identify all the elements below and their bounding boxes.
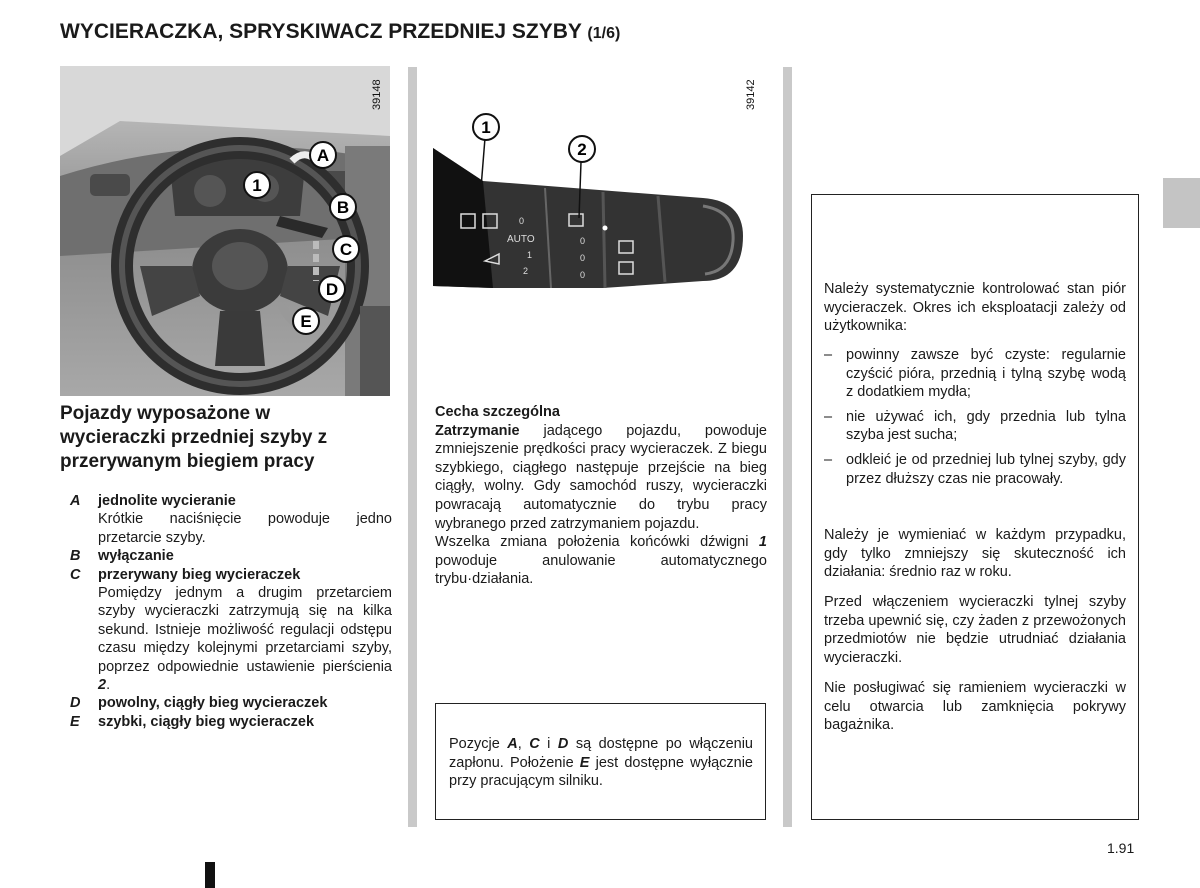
maintenance-p2: Należy je wymieniać w każdym przypadku, gdy tylko zmniejszy się skuteczność ich działania: średnio raz w roku. xyxy=(824,527,1126,581)
figure-code: 39148 xyxy=(371,79,383,110)
svg-text:1: 1 xyxy=(252,176,262,195)
svg-text:0: 0 xyxy=(580,270,586,280)
chapter-edge-tab xyxy=(1163,178,1200,228)
svg-text:B: B xyxy=(336,198,350,217)
maintenance-intro: Należy systematycznie kontrolować stan piór wycieraczek. Okres ich eksploatacji zależy od użytkownika: xyxy=(824,281,1126,335)
position-item-b: B wyłączanie xyxy=(70,548,174,565)
svg-text:2: 2 xyxy=(577,140,587,159)
svg-text:1: 1 xyxy=(527,250,533,260)
position-desc-c: Pomiędzy jednym a drugim przetarciem szyby wycieraczki zatrzymują się na kilka sekund. Istnieje możliwość regulacji odstępu czasu między kolejnymi przetarciami szyby, poprzez odpowiednie ustawienie pierścienia 2. xyxy=(98,585,392,694)
svg-text:A: A xyxy=(316,146,330,165)
bullet-item: – odkleić je od przedniej lub tylnej szyby, gdy przez dłuższy czas nie pracowały. xyxy=(824,451,1126,487)
position-list xyxy=(70,492,392,731)
callout-lever-1 xyxy=(471,112,501,142)
callout-c xyxy=(331,234,361,264)
maintenance-p4: Nie posługiwać się ramieniem wycieraczki w celu otwarcia lub zamknięcia pokrywy bagażnika. xyxy=(824,680,1126,734)
position-item-c: C przerywany bieg wycieraczek xyxy=(70,566,301,583)
callout-d xyxy=(317,274,347,304)
page-title-text: WYCIERACZKA, SPRYSKIWACZ PRZEDNIEJ SZYBY xyxy=(60,20,582,43)
lever-auto-label: AUTO xyxy=(507,234,535,245)
print-mark xyxy=(205,862,215,888)
svg-text:E: E xyxy=(300,312,312,331)
section-heading: Pojazdy wyposażone w wycieraczki przedniej szyby z przerywanym biegiem pracy xyxy=(60,403,328,472)
note-text: Pozycje A, C i D są dostępne po włączeniu zapłonu. Położenie E jest dostępne wyłącznie przy pracującym silniku. xyxy=(449,736,753,790)
page-number: 1.91 xyxy=(1107,840,1135,856)
bullet-item: – powinny zawsze być czyste: regularnie czyścić pióra, przednią i tylną szybę wodą z dodatkiem mydła; xyxy=(824,347,1126,401)
bullet-item: – nie używać ich, gdy przednia lub tylna szyba jest sucha; xyxy=(824,408,1126,444)
position-item-a: A jednolite wycieranie xyxy=(70,493,236,509)
special-feature-p1: Zatrzymanie jadącego pojazdu, powoduje zmniejszenie prędkości pracy wycieraczek. Z biegu szybkiego, ciągłego następuje przejście na bieg ciągły, wolny. Gdy samochód ruszy, wycieraczki powracają automatycznie do trybu pracy wybranego przed zatrzymaniem pojazdu. xyxy=(435,422,767,532)
maintenance-bullets xyxy=(824,346,1126,488)
figure-code-mid: 39142 xyxy=(745,79,757,110)
steering-wheel-photo xyxy=(60,66,390,396)
callout-1 xyxy=(242,170,272,200)
special-feature-p2: Wszelka zmiana położenia końcówki dźwigni 1 powoduje anulowanie automatycznego trybu·działania. xyxy=(435,534,767,588)
position-item-e: E szybki, ciągły bieg wycieraczek xyxy=(70,713,315,730)
special-feature-text xyxy=(435,403,767,589)
wiper-stalk-illustration xyxy=(433,66,765,306)
page-title-part: (1/6) xyxy=(587,25,621,42)
callout-e xyxy=(291,306,321,336)
callout-a xyxy=(308,140,338,170)
special-feature-heading: Cecha szczególna xyxy=(435,404,560,420)
maintenance-p3: Przed włączeniem wycieraczki tylnej szyby trzeba upewnić się, czy żaden z przewożonych przedmiotów nie będzie utrudniać działania wycieraczki. xyxy=(824,594,1126,666)
column-divider-left xyxy=(408,67,417,827)
callout-b xyxy=(328,192,358,222)
wiper-stalk-figure xyxy=(433,66,765,306)
position-desc-a: Krótkie naciśnięcie powoduje jedno przetarcie szyby. xyxy=(98,511,392,546)
svg-text:C: C xyxy=(339,240,353,259)
column-divider-right xyxy=(783,67,792,827)
steering-wheel-illustration xyxy=(60,66,390,396)
position-item-d: D powolny, ciągły bieg wycieraczek xyxy=(70,695,328,712)
svg-text:2: 2 xyxy=(523,266,529,276)
svg-text:0: 0 xyxy=(580,236,586,246)
page-title xyxy=(60,20,620,44)
svg-text:1: 1 xyxy=(481,118,491,137)
callout-lever-2 xyxy=(567,134,597,164)
svg-text:D: D xyxy=(325,280,339,299)
svg-text:0: 0 xyxy=(580,253,586,263)
svg-text:0: 0 xyxy=(519,216,525,226)
